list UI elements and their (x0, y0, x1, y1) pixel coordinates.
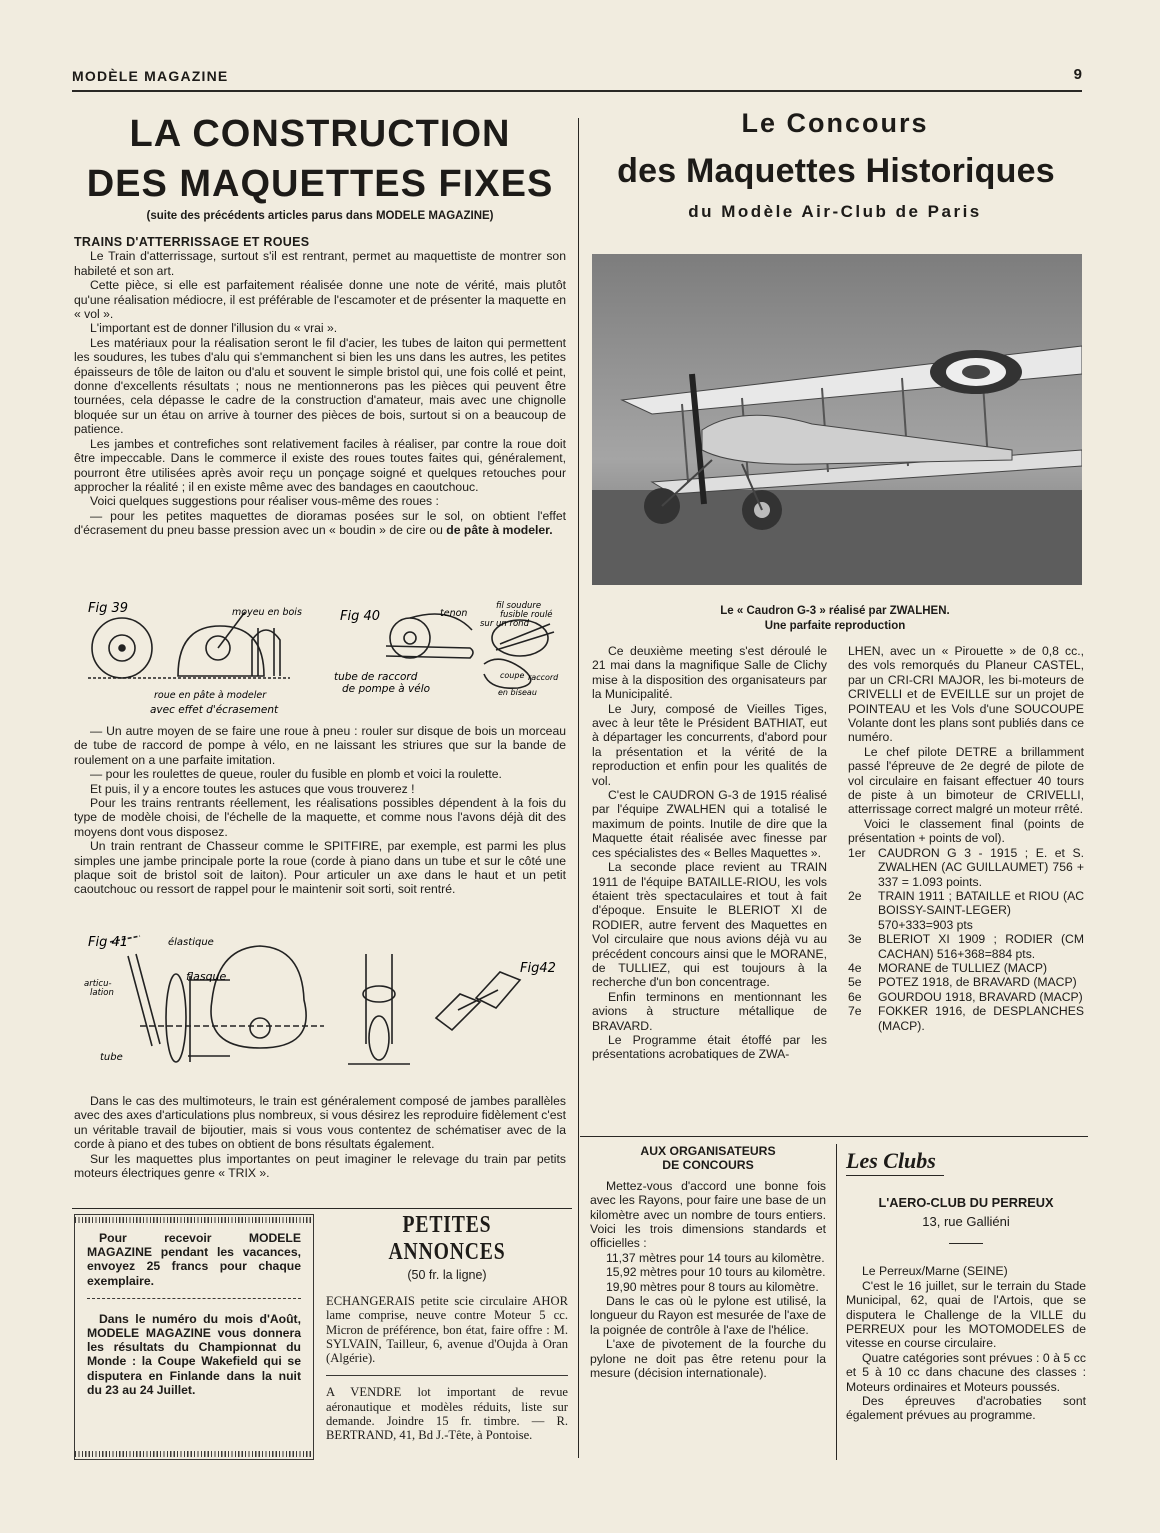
classified-price: (50 fr. la ligne) (407, 1268, 487, 1282)
paragraph: Pour les trains rentrants réellement, les réalisations possibles dépendent à la fois du type de modèle choisi, de l'échelle de la maquette, et comme nous l'avons déjà dit des moyens dont vous disposez. (74, 796, 566, 839)
fig40-annotation: sur un rond (480, 619, 529, 629)
ranking-item (848, 961, 1084, 975)
paragraph-text: — pour les petites maquettes de dioramas posées sur le sol, on obtient l'effet d'écrasement du pneu basse pression avec un « boudin » de cire ou (74, 508, 566, 538)
notice-title-line1: AUX ORGANISATEURS (640, 1144, 776, 1158)
article-end (74, 1094, 566, 1180)
divider (326, 1375, 568, 1377)
fig41-annotation: lation (90, 988, 114, 998)
classified-title: PETITES ANNONCES (388, 1212, 506, 1265)
section-heading: TRAINS D'ATTERRISSAGE ET ROUES (74, 235, 310, 249)
paragraph: Cette pièce, si elle est parfaitement réalisée donne une note de vérité, mais plutôt qu'une réalisation médiocre, il est préférable de l'escamoter et de présenter la maquette en « vol ». (74, 278, 566, 322)
ranking-place: 2e (848, 888, 862, 903)
paragraph: L'axe de pivotement de la fourche du pylone ne doit pas être retenu pour la mesure (décision internationale). (590, 1337, 826, 1381)
paragraph: Les matériaux pour la réalisation seront le fil d'acier, les tubes de laiton qui permettent les soudures, les tubes d'alu qui s'emmanchent si bien les uns dans les autres, les petites épaisseurs de tôle de laiton ou d'alu et souvent le simple bristol qui, une fois collé et peint, donne d'excellents résultats ; nous ne mentionnerons pas les pièces qui peuvent être tournées, cela dépasse le cadre de la construction d'amateur, mais avec une chignolle bloquée sur un étau on arrive à tourner des pièces de bois, surtout si on a beaucoup de patience. (74, 335, 566, 437)
ranking-item (848, 846, 1084, 889)
ranking-text: MORANE de TULLIEZ (MACP) (878, 960, 1048, 975)
paragraph: Quatre catégories sont prévues : 0 à 5 cc et 5 à 10 cc dans chacune des classes : Moteurs ordinaires et Moteurs poussés. (846, 1350, 1086, 1394)
organisateurs-notice (590, 1144, 826, 1381)
subscription-text (87, 1231, 301, 1397)
fig40-annotation: coupe (500, 671, 525, 680)
fig39-label: Fig 39 (88, 601, 129, 616)
concours-title-line1: Le Concours (741, 108, 929, 138)
section-divider (580, 1136, 1088, 1137)
ranking-text: GOURDOU 1918, BRAVARD (MACP) (878, 989, 1083, 1004)
fig41-annotation: flasque (186, 970, 227, 983)
paragraph: Et puis, il y a encore toutes les astuces que vous trouverez ! (90, 781, 415, 796)
paragraph: — Un autre moyen de se faire une roue à pneu : rouler sur disque de bois un morceau de tube de raccord de pompe à vélo, en ne laissant les striures que sur la bande de roulement on a une parfaite imitation. (74, 724, 566, 767)
paragraph: Voici le classement final (points de présentation + points de vol). (848, 816, 1084, 846)
paragraph: Le Perreux/Marne (SEINE) (862, 1264, 1008, 1279)
club-body (846, 1264, 1086, 1422)
fig40-annotation: fil soudure (496, 601, 542, 611)
paragraph: Dans le cas des multimoteurs, le train est généralement composé de jambes parallèles avec des axes d'articulations plus nombreux, si vous désirez les reproduire fidèlement c'est un véritable travail de bijoutier, mais si vous vous contentez de schématiser avec de la corde à piano et des tubes on obtient de bons résultats également. (74, 1094, 566, 1152)
magazine-name: MODÈLE MAGAZINE (72, 68, 229, 84)
club-name: L'AERO-CLUB DU PERREUX (878, 1195, 1054, 1210)
photo-caption-line2: Une parfaite reproduction (764, 620, 906, 632)
paragraph: Les jambes et contrefiches sont relativement faciles à réaliser, par contre la roue doit être impeccable. Dans le commerce il existe des roues toutes faites qui, généralement, pourront être utilisées après avoir reçu un ponçage soigné et quelques retouches pour approcher la réalité ; il en existe même avec des bandages en caoutchouc. (74, 436, 566, 494)
notice-body (590, 1179, 826, 1381)
biplane-illustration (592, 254, 1082, 585)
paragraph: LHEN, avec un « Pirouette » de 0,8 cc., des vols remorqués du Planeur CASTEL, par un CRI-CRI MAJOR, les bi-moteurs de CRIVELLI et de EVEILLE sur un projet de POINTEAU et les Vols d'une SOUCOUPE Volante dont les plans sont publiés dans ce numéro. (848, 644, 1084, 745)
border-decoration (75, 1451, 313, 1457)
paragraph: Voici quelques suggestions pour réaliser vous-même des roues : (90, 494, 439, 509)
fig42-label: Fig42 (520, 961, 556, 976)
paragraph: 15,92 mètres pour 10 tours au kilomètre. (606, 1265, 826, 1280)
border-decoration (75, 1217, 313, 1223)
paragraph: Un train rentrant de Chasseur comme le SPITFIRE, par exemple, est parmi les plus simples une jambe principale porte la roue (corde à piano dans un tube et sur le côté une plaque soit de bristol soit de laiton). Pour articuler un axe dans le haut et un petit caoutchouc ou ressort de rappel pour le maintenir soit sorti, soit rentré. (74, 839, 566, 897)
classified-ad: ECHANGERAIS petite scie circulaire AHOR lame comprise, neuve contre Moteur 5 cc. Micron de préférence, bon état, faire offre : M. SYLVAIN, Tailleur, 6, avenue d'Oujda à Oran (Algérie). (326, 1294, 568, 1366)
concours-column-b (848, 644, 1084, 1033)
clubs-heading: Les Clubs (846, 1148, 936, 1173)
paragraph (74, 509, 566, 538)
fig40-annotation: de pompe à vélo (342, 683, 431, 695)
ranking-text: POTEZ 1918, de BRAVARD (MACP) (878, 975, 1077, 990)
paragraph: Sur les maquettes plus importantes on peut imaginer le relevage du train par petits moteurs électriques genre « TRIX ». (74, 1151, 566, 1181)
concours-column-a (592, 644, 827, 1062)
ranking-item (848, 932, 1084, 961)
fig40-annotation: en biseau (498, 688, 537, 697)
ranking-place: 1er (848, 845, 866, 860)
ranking-item (848, 990, 1084, 1004)
figures-41-42 (80, 928, 570, 1080)
paragraph: Pour recevoir MODELE MAGAZINE pendant les vacances, envoyez 25 francs pour chaque exemplaire. (87, 1231, 301, 1288)
classified-ads (326, 1212, 568, 1443)
paragraph: Enfin terminons en mentionnant les avions à structure métallique de BRAVARD. (592, 989, 827, 1033)
paragraph: L'important est de donner l'illusion du « vrai ». (90, 321, 338, 336)
fig41-annotation: élastique (168, 937, 214, 948)
article-title-line1: LA CONSTRUCTION (129, 113, 511, 155)
page-header (72, 64, 1082, 92)
paragraph: Ce deuxième meeting s'est déroulé le 21 mai dans la magnifique Salle de Clichy mise à la disposition des organisateurs par la Municipalité. (592, 644, 827, 702)
fig40-annotation: raccord (528, 673, 559, 682)
paragraph: 11,37 mètres pour 14 tours au kilomètre. (606, 1250, 825, 1265)
fig40-annotation: tenon (440, 608, 468, 619)
fig41-annotation: tube (100, 1052, 123, 1063)
fig40-label: Fig 40 (340, 609, 381, 624)
article-subtitle: (suite des précédents articles parus dans MODELE MAGAZINE) (146, 210, 494, 222)
page-number: 9 (1073, 66, 1082, 83)
fig40-annotation: fusible roulé (500, 610, 553, 620)
ranking-place: 7e (848, 1004, 862, 1019)
club-address: 13, rue Galliéni (922, 1214, 1010, 1230)
paragraph: Le Jury, composé de Vieilles Tiges, avec à leur tête le Président BATHIAT, eut à départager les concurrents, d'abord pour la présentation et la vérité de la reproduction et enfin pour les qualités de vol. (592, 701, 827, 788)
paragraph: 19,90 mètres pour 8 tours au kilomètre. (606, 1279, 819, 1294)
concours-title-line3: du Modèle Air-Club de Paris (688, 202, 982, 221)
notice-title-line2: DE CONCOURS (662, 1158, 754, 1173)
paragraph: Des épreuves d'acrobaties sont également prévues au programme. (846, 1394, 1086, 1423)
heading-underline (846, 1175, 944, 1176)
bold-text: de pâte à modeler. (446, 523, 553, 538)
article-middle (74, 724, 566, 897)
column-divider (836, 1144, 837, 1460)
ranking-item (848, 975, 1084, 989)
ranking-place: 3e (848, 932, 862, 947)
fig39-annotation: moyeu en bois (232, 607, 302, 618)
paragraph: Mettez-vous d'accord une bonne fois avec les Rayons, pour faire une base de un kilomètre avec un nombre de tours entiers. Voici les trois dimensions standards et officielles : (590, 1178, 826, 1251)
ranking-item (848, 889, 1084, 932)
clubs-section (846, 1148, 1086, 1423)
classified-ad: A VENDRE lot important de revue aéronautique et modèles réduits, liste sur demande. Joindre 15 fr. timbre. — R. BERTRAND, 41, Bd J.-Tête, à Pontoise. (326, 1385, 568, 1443)
paragraph: C'est le 16 juillet, sur le terrain du Stade Municipal, 62, quai de l'Artois, que se disputera le Challenge de la VILLE du PERREUX pour les MOTOMODELES de vitesse en course circulaire. (846, 1278, 1086, 1351)
concours-title-line2: des Maquettes Historiques (617, 152, 1055, 190)
fig39-annotation: avec effet d'écrasement (150, 704, 279, 716)
divider (87, 1298, 301, 1300)
ranking-text: CAUDRON G 3 - 1915 ; E. et S. ZWALHEN (AC GUILLAUMET) 756 + 337 = 1.093 points. (878, 845, 1084, 889)
figures-39-40 (80, 592, 570, 720)
paragraph: La seconde place revient au TRAIN 1911 de l'équipe BATAILLE-RIOU, les vols étaient très spectaculaires et tout à fait d'époque. Ensuite le BLERIOT XI de RODIER, autre fervent des Maquettes en Vol circulaire que nous avions déjà vu au précédent concours ainsi que le MORANE, de TULLIEZ, qui est toujours à la recherche d'un bon concentrage. (592, 860, 827, 990)
subscription-box (74, 1214, 314, 1460)
section-divider (72, 1208, 572, 1209)
ranking-item (848, 1004, 1084, 1033)
paragraph: Dans le cas où le pylone est utilisé, la longueur du Rayon est mesurée de l'axe de la poignée de contrôle à l'axe de l'hélice. (590, 1294, 826, 1337)
ranking-text: BLERIOT XI 1909 ; RODIER (CM CACHAN) 516+368=884 pts. (878, 932, 1084, 961)
fig41-label: Fig 41 (88, 935, 129, 950)
caudron-photo (592, 254, 1082, 585)
column-divider (578, 118, 579, 1458)
ranking-text: FOKKER 1916, de DESPLANCHES (MACP). (878, 1004, 1084, 1033)
fig41-annotation: articu- (84, 979, 112, 989)
paragraph: — pour les roulettes de queue, rouler du fusible en plomb et voici la roulette. (90, 767, 502, 782)
ranking-place: 5e (848, 975, 862, 990)
photo-caption-line1: Le « Caudron G-3 » réalisé par ZWALHEN. (720, 605, 950, 617)
paragraph: Le chef pilote DETRE a brillamment passé l'épreuve de 2e degré de pilote de vol circulaire en faisant effectuer 40 tours de piste à un bimoteur de CRIVELLI, atterrissage correct malgré un moteur rrêté. (848, 744, 1084, 817)
paragraph: Le Train d'atterrissage, surtout s'il est rentrant, permet au maquettiste de montrer son habileté et son art. (74, 249, 566, 278)
ranking-place: 4e (848, 960, 862, 975)
ranking-place: 6e (848, 989, 862, 1004)
divider (949, 1243, 983, 1244)
article-intro (74, 235, 566, 538)
paragraph: Le Programme était étoffé par les présentations acrobatiques de ZWA- (592, 1032, 827, 1062)
fig39-annotation: roue en pâte à modeler (154, 690, 267, 701)
paragraph: C'est le CAUDRON G-3 de 1915 réalisé par l'équipe ZWALHEN qui a totalisé le maximum de points. Inutile de dire que la Maquette était réalisée avec finesse par ces spécialistes des « Belles Maquettes ». (592, 788, 827, 860)
article-title-line2: DES MAQUETTES FIXES (86, 163, 554, 205)
paragraph: Dans le numéro du mois d'Août, MODELE MAGAZINE vous donnera les résultats du Championnat du Monde : la Coupe Wakefield qui se disputera en Finlande dans la nuit du 23 au 24 Juillet. (87, 1311, 301, 1397)
ranking-text: TRAIN 1911 ; BATAILLE et RIOU (AC BOISSY-SAINT-LEGER) 570+333=903 pts (878, 888, 1084, 932)
fig40-annotation: tube de raccord (334, 671, 418, 683)
